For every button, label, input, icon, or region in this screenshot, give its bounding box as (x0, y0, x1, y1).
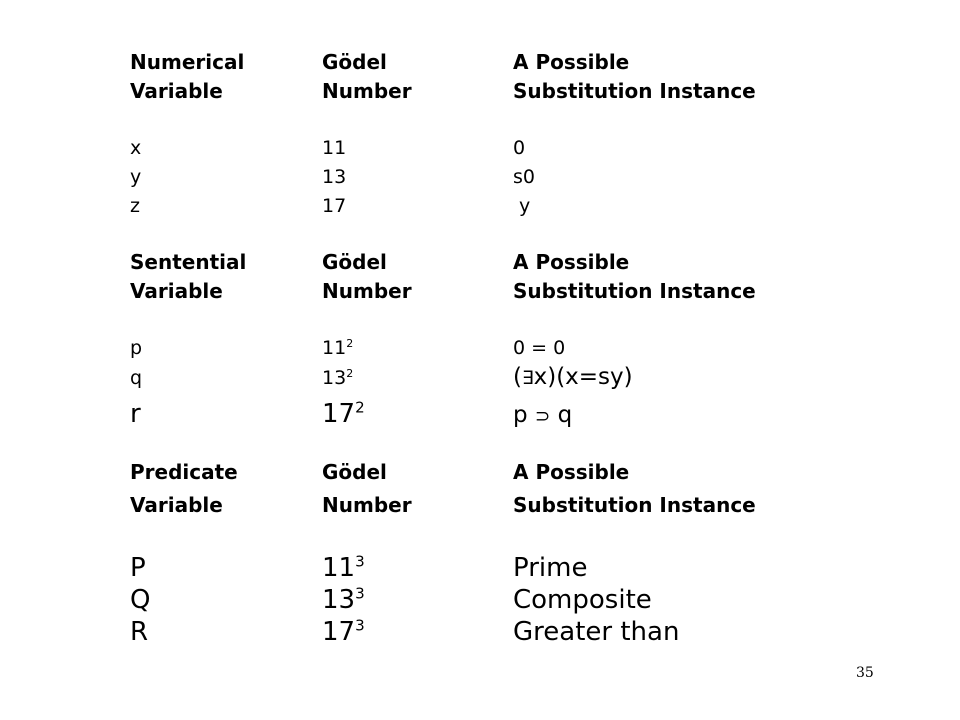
godel-number-cell (322, 398, 365, 430)
godel-number-cell (322, 366, 353, 390)
variable-header-col1: Variable (130, 493, 223, 517)
godel-number-cell: 11 (322, 137, 347, 159)
instance-post: q (550, 402, 573, 428)
instance-rest: x)(x=sy) (533, 364, 633, 390)
godel-number-cell (322, 616, 365, 648)
variable-cell: r (130, 399, 141, 429)
substitution-header-col3: Substitution Instance (513, 279, 756, 303)
sentential-header-col1: Sentential (130, 250, 247, 274)
godel-exponent: 3 (355, 552, 365, 571)
godel-base: 13 (322, 585, 356, 615)
godel-header-col2: Gödel (322, 50, 387, 74)
variable-cell: P (130, 553, 146, 583)
instance-cell: Greater than (513, 617, 680, 647)
instance-cell: y (513, 195, 531, 217)
variable-cell: q (130, 367, 143, 389)
instance-open-paren: ( (513, 364, 522, 390)
instance-cell: 0 (513, 137, 526, 159)
godel-header-col2: Gödel (322, 250, 387, 274)
godel-base: 11 (322, 553, 356, 583)
numerical-header-col1: Numerical (130, 50, 245, 74)
instance-cell (513, 363, 633, 393)
existential-quantifier-symbol: ∃ (521, 368, 534, 389)
godel-exponent: 3 (355, 584, 365, 603)
variable-cell: Q (130, 585, 151, 615)
page-number: 35 (856, 665, 874, 681)
variable-header-col1: Variable (130, 79, 223, 103)
godel-number-cell: 13 (322, 166, 347, 188)
godel-base: 13 (322, 367, 347, 389)
substitution-header-col3: Substitution Instance (513, 493, 756, 517)
implication-symbol: ⊃ (534, 406, 551, 427)
instance-cell: Prime (513, 553, 588, 583)
godel-base: 17 (322, 399, 356, 429)
variable-cell: p (130, 337, 143, 359)
number-header-col2: Number (322, 279, 412, 303)
number-header-col2: Number (322, 79, 412, 103)
variable-cell: z (130, 195, 140, 217)
instance-cell: s0 (513, 166, 535, 188)
godel-number-cell (322, 584, 365, 616)
godel-number-cell (322, 552, 365, 584)
instance-header-col3: A Possible (513, 250, 630, 274)
instance-header-col3: A Possible (513, 460, 630, 484)
variable-cell: x (130, 137, 142, 159)
instance-cell (513, 401, 572, 431)
godel-header-col2: Gödel (322, 460, 387, 484)
godel-number-cell (322, 336, 353, 360)
predicate-header-col1: Predicate (130, 460, 238, 484)
godel-base: 11 (322, 337, 347, 359)
instance-cell: Composite (513, 585, 652, 615)
variable-cell: R (130, 617, 149, 647)
instance-pre: p (513, 402, 535, 428)
godel-number-cell: 17 (322, 195, 347, 217)
godel-exponent: 2 (346, 337, 354, 351)
godel-exponent: 2 (355, 398, 365, 417)
instance-header-col3: A Possible (513, 50, 630, 74)
substitution-header-col3: Substitution Instance (513, 79, 756, 103)
godel-exponent: 3 (355, 616, 365, 635)
instance-cell: 0 = 0 (513, 337, 566, 359)
variable-cell: y (130, 166, 142, 188)
number-header-col2: Number (322, 493, 412, 517)
godel-base: 17 (322, 617, 356, 647)
godel-exponent: 2 (346, 367, 354, 381)
variable-header-col1: Variable (130, 279, 223, 303)
